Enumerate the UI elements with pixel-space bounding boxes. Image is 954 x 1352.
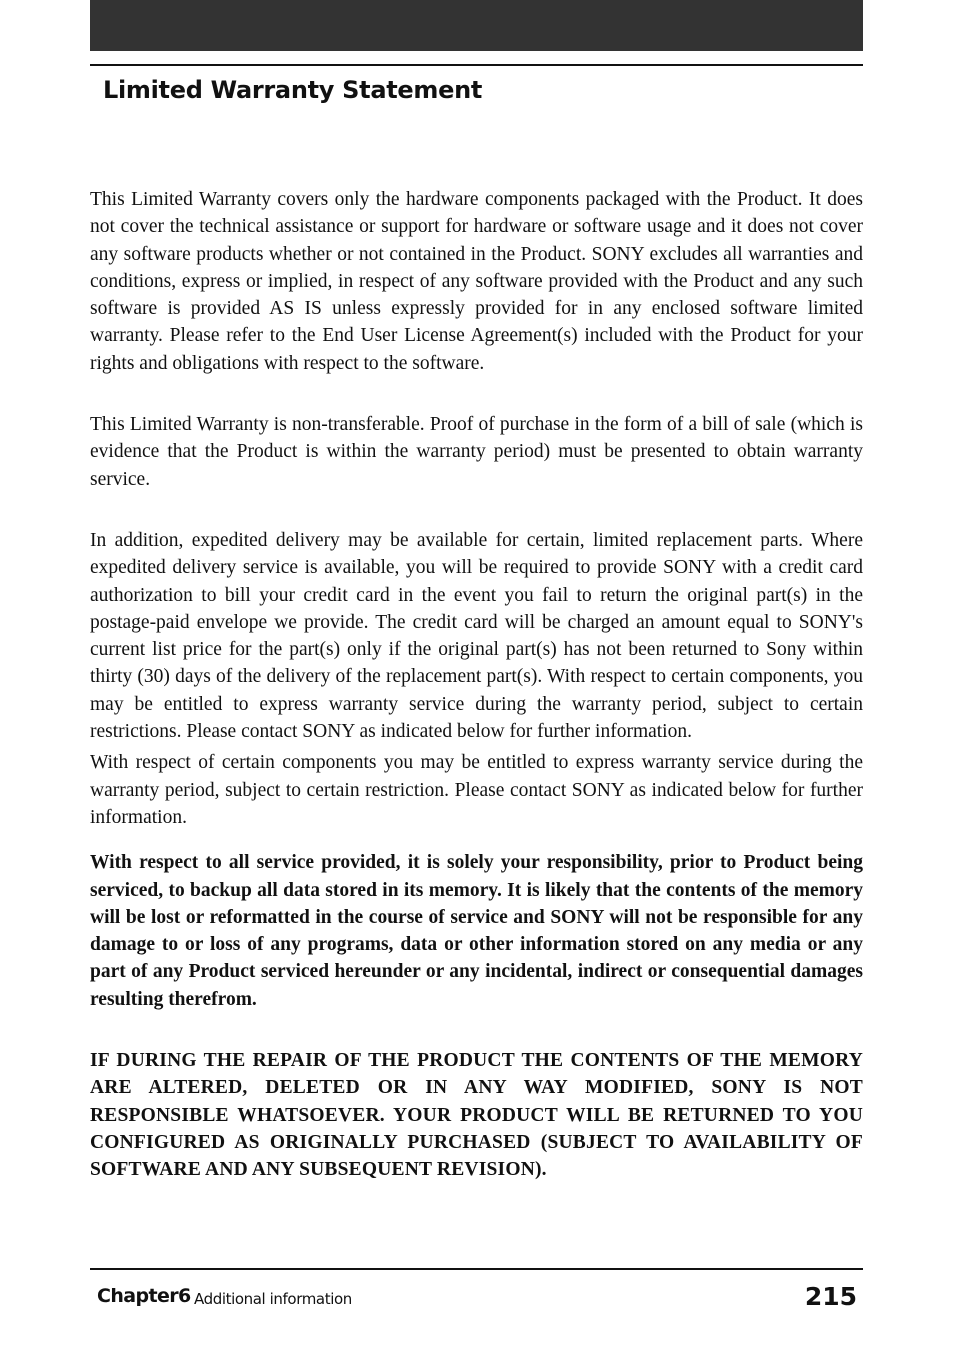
page-footer	[97, 1282, 857, 1315]
header-bar	[90, 0, 863, 51]
paragraph-expedited-delivery: In addition, expedited delivery may be available for certain, limited replacement parts. Where expedited delivery service is available, you will be required to provide SONY with a credit card authorization to bill your credit card in the event you fail to return the original part(s) in the postage-paid envelope we provide. The credit card will be charged an amount equal to SONY's current list price for the part(s) only if the original part(s) has not been returned to Sony within thirty (30) days of the delivery of the replacement part(s). With respect to certain components, you may be entitled to express warranty service during the warranty period, subject to certain restrictions. Please contact SONY as indicated below for further information.	[90, 529, 863, 743]
footer-rule	[90, 1268, 863, 1270]
paragraph-express-service: With respect of certain components you may be entitled to express warranty service during the warranty period, subject to certain restriction. Please contact SONY as indicated below for further information.	[90, 752, 863, 828]
page-number: 215	[804, 1282, 857, 1311]
footer-section-name: Additional information	[194, 1290, 352, 1308]
section-title: Limited Warranty Statement	[103, 76, 483, 104]
paragraph-coverage: This Limited Warranty covers only the hardware components packaged with the Product. It does not cover the technical assistance or support for hardware or software usage and it does not cover any software products whether or not contained in the Product. SONY excludes all warranties and conditions, express or implied, in respect of any software provided with the Product and any such software is provided AS IS unless expressly provided for in any enclosed software limited warranty. Please refer to the End User License Agreement(s) included with the Product for your rights and obligations with respect to the software.	[90, 189, 863, 374]
header-rule	[90, 64, 863, 66]
body-text	[90, 186, 863, 1184]
footer-chapter: Chapter6	[97, 1285, 191, 1307]
paragraph-data-backup: With respect to all service provided, it is solely your responsibility, prior to Product being serviced, to backup all data stored in its memory. It is likely that the contents of the memory will be lost or reformatted in the course of service and SONY will not be responsible for any damage to or loss of any programs, data or other information stored on any media or any part of any Product serviced hereunder or any incidental, indirect or consequential damages resulting therefrom.	[90, 852, 863, 1010]
paragraph-transferability: This Limited Warranty is non-transferable. Proof of purchase in the form of a bill of sale (which is evidence that the Product is within the warranty period) must be presented to obtain warranty service.	[90, 414, 863, 490]
paragraph-memory-disclaimer: IF DURING THE REPAIR OF THE PRODUCT THE CONTENTS OF THE MEMORY ARE ALTERED, DELETED OR IN ANY WAY MODIFIED, SONY IS NOT RESPONSIBLE WHATSOEVER. YOUR PRODUCT WILL BE RETURNED TO YOU CONFIGURED AS ORIGINALLY PURCHASED (SUBJECT TO AVAILABILITY OF SOFTWARE AND ANY SUBSEQUENT REVISION).	[90, 1050, 863, 1181]
